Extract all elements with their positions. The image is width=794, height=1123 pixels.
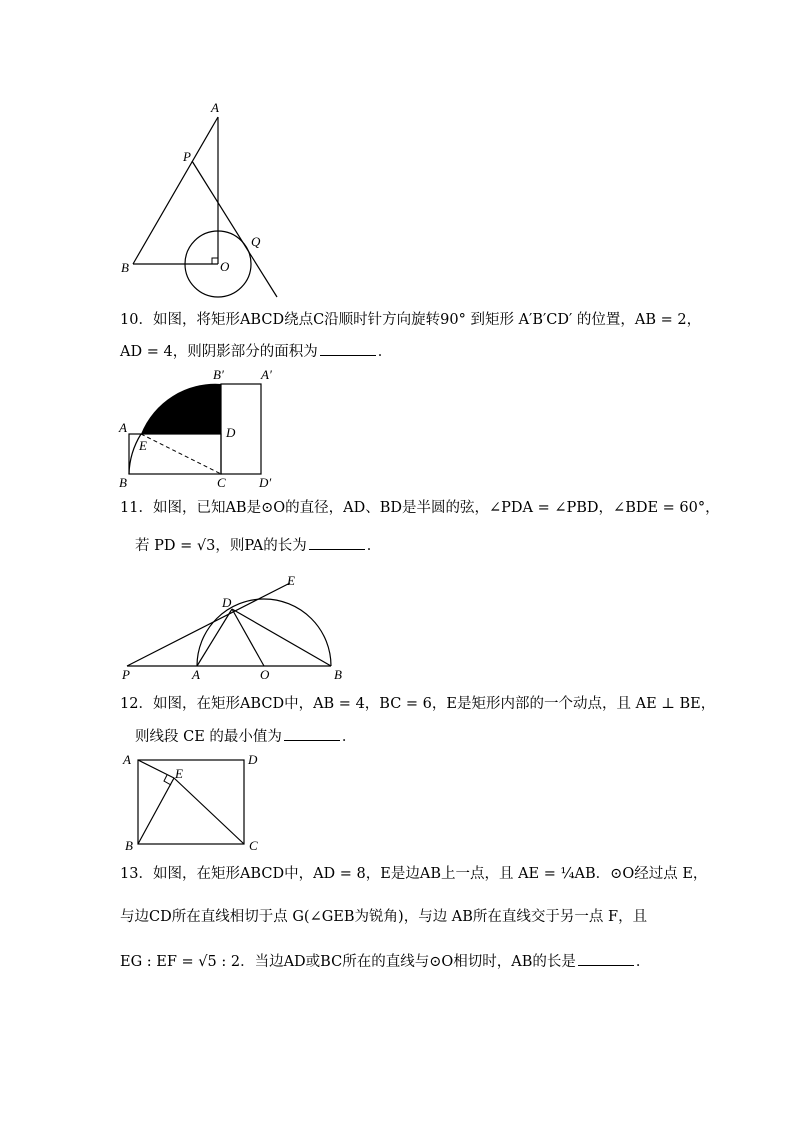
figure-q11 bbox=[115, 568, 355, 683]
question-13-line2 bbox=[120, 907, 647, 927]
segment-AB bbox=[133, 117, 218, 264]
label-O: O bbox=[220, 259, 230, 274]
label-Bp: B′ bbox=[213, 367, 224, 382]
figure-q12 bbox=[115, 750, 270, 855]
answer-blank bbox=[309, 537, 365, 550]
label-A: A bbox=[192, 667, 200, 682]
question-end: ． bbox=[366, 538, 382, 554]
label-Q: Q bbox=[251, 234, 261, 249]
label-C: C bbox=[217, 475, 226, 490]
label-B: B bbox=[121, 260, 129, 275]
question-text-line1: 如图，将矩形ABCD绕点C沿顺时针方向旋转90° 到矩形 A′B′CD′ 的位置，AB = 2， bbox=[152, 312, 702, 328]
label-E: E bbox=[175, 766, 183, 781]
question-end: ． bbox=[377, 344, 393, 360]
label-A: A bbox=[123, 752, 131, 767]
segment-EC bbox=[174, 778, 244, 844]
label-A: A bbox=[119, 420, 127, 435]
question-text-line1: 如图，已知AB是⊙O的直径，AD、BD是半圆的弦，∠PDA = ∠PBD，∠BDE = 60°， bbox=[152, 500, 720, 516]
label-A: A bbox=[211, 100, 219, 115]
question-13 bbox=[120, 864, 707, 884]
shaded-region bbox=[141, 384, 221, 434]
line-PQ bbox=[192, 161, 277, 297]
label-E: E bbox=[139, 438, 147, 453]
segment-DB bbox=[232, 609, 331, 666]
question-10 bbox=[120, 310, 701, 330]
question-number: 11． bbox=[120, 500, 153, 516]
label-Dp: D′ bbox=[259, 475, 272, 490]
answer-blank bbox=[578, 953, 634, 966]
answer-blank bbox=[284, 728, 340, 741]
label-P: P bbox=[183, 149, 191, 164]
segment-BE bbox=[138, 778, 174, 844]
label-B: B bbox=[125, 838, 133, 853]
question-10-line2 bbox=[120, 342, 392, 362]
question-end: ． bbox=[341, 729, 357, 745]
question-12 bbox=[120, 694, 715, 714]
label-D: D bbox=[248, 752, 258, 767]
right-angle-mark bbox=[212, 258, 218, 264]
label-E: E bbox=[287, 573, 295, 588]
question-end: ． bbox=[635, 954, 651, 970]
label-D: D bbox=[222, 595, 232, 610]
question-12-line2 bbox=[135, 727, 356, 747]
figure-q9 bbox=[115, 95, 290, 305]
question-text-line1: 如图，在矩形ABCD中，AD = 8，E是边AB上一点，且 AE = ¼AB．⊙O经过点 E， bbox=[152, 866, 708, 882]
question-text-line2: 则线段 CE 的最小值为 bbox=[135, 729, 282, 745]
label-P: P bbox=[122, 667, 130, 682]
question-text-line2: 与边CD所在直线相切于点 G(∠GEB为锐角)，与边 AB所在直线交于另一点 F，且 bbox=[120, 909, 648, 925]
question-11 bbox=[120, 498, 720, 518]
label-D: D bbox=[226, 425, 236, 440]
segment-AE bbox=[138, 760, 174, 778]
question-number: 13． bbox=[120, 866, 153, 882]
line-PE bbox=[127, 583, 290, 666]
question-text-line2: AD = 4，则阴影部分的面积为 bbox=[120, 344, 318, 360]
question-number: 12． bbox=[120, 696, 153, 712]
question-text-line1: 如图，在矩形ABCD中，AB = 4，BC = 6，E是矩形内部的一个动点，且 AE ⊥ BE， bbox=[152, 696, 716, 712]
question-text-line2: 若 PD = √3，则PA的长为 bbox=[135, 538, 307, 554]
label-Ap: A′ bbox=[261, 367, 272, 382]
question-text-line3: EG : EF = √5 : 2．当边AD或BC所在的直线与⊙O相切时，AB的长是 bbox=[120, 954, 576, 970]
dashed-EC bbox=[141, 434, 221, 474]
rect-ABCD bbox=[138, 760, 244, 844]
label-C: C bbox=[249, 838, 258, 853]
label-O: O bbox=[260, 667, 270, 682]
segment-DA bbox=[197, 609, 232, 666]
question-number: 10． bbox=[120, 312, 153, 328]
label-B: B bbox=[334, 667, 342, 682]
question-13-line3 bbox=[120, 952, 650, 972]
label-B: B bbox=[119, 475, 127, 490]
figure-q10 bbox=[115, 365, 280, 490]
question-11-line2 bbox=[135, 536, 381, 556]
answer-blank bbox=[320, 343, 376, 356]
